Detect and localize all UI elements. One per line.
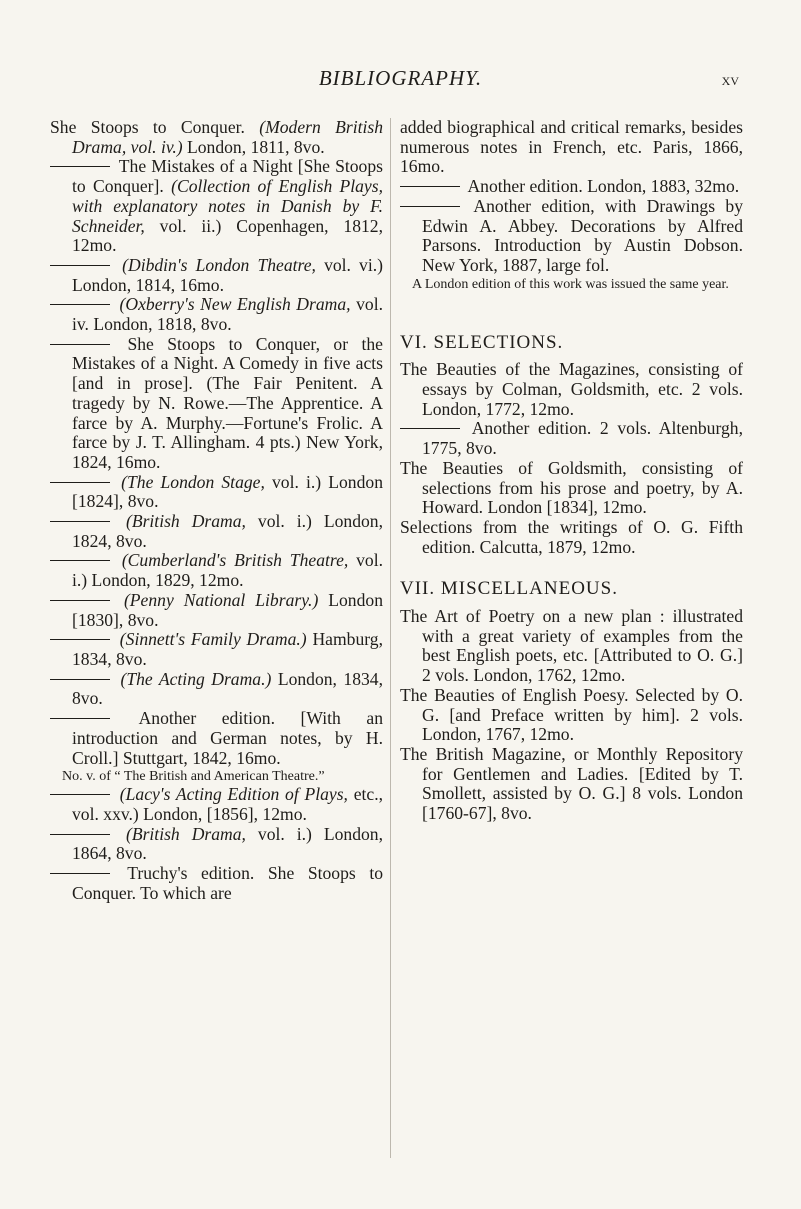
- section-heading-selections: VI. SELECTIONS.: [400, 331, 564, 353]
- ditto-dash: [50, 482, 110, 483]
- page-number: xv: [721, 70, 739, 89]
- ditto-dash: [400, 186, 460, 187]
- ditto-dash: [50, 166, 110, 167]
- left-column: [50, 118, 383, 903]
- page-header: [0, 66, 801, 96]
- bib-entry: Another edition. 2 vols. Altenburgh, 1775, 8vo.: [400, 419, 743, 458]
- bib-entry: Selections from the writings of O. G. Fifth edition. Calcutta, 1879, 12mo.: [400, 516, 743, 557]
- footnote: No. v. of “ The British and American Theatre.”: [62, 769, 325, 785]
- bib-entry: The Mistakes of a Night [She Stoops to Conquer]. (Collection of English Plays, with explanatory notes in Danish by F. Schneider, vol. ii.) Copenhagen, 1812, 12mo.: [50, 157, 383, 256]
- column-divider: [390, 118, 391, 1158]
- section-heading-miscellaneous: VII. MISCELLANEOUS.: [400, 578, 618, 600]
- ditto-dash: [50, 639, 110, 640]
- bib-entry: (British Drama, vol. i.) London, 1824, 8vo.: [50, 512, 383, 551]
- bib-entry: Another edition. London, 1883, 32mo.: [400, 177, 743, 197]
- ditto-dash: [50, 834, 110, 835]
- ditto-dash: [50, 344, 110, 345]
- bib-entry: (Oxberry's New English Drama, vol. iv. London, 1818, 8vo.: [50, 295, 383, 334]
- bib-entry: Another edition. [With an introduction and German notes, by H. Croll.] Stuttgart, 1842, 16mo.: [50, 709, 383, 768]
- bib-entry: (The Acting Drama.) London, 1834, 8vo.: [50, 670, 383, 709]
- bib-entry: (Cumberland's British Theatre, vol. i.) London, 1829, 12mo.: [50, 551, 383, 590]
- ditto-dash: [50, 521, 110, 522]
- bib-entry: (Dibdin's London Theatre, vol. vi.) London, 1814, 16mo.: [50, 256, 383, 295]
- bib-entry: (British Drama, vol. i.) London, 1864, 8vo.: [50, 825, 383, 864]
- bib-entry: The Beauties of Goldsmith, consisting of selections from his prose and poetry, by A. Howard. London [1834], 12mo.: [400, 457, 743, 518]
- bib-entry: The Beauties of the Magazines, consisting of essays by Colman, Goldsmith, etc. 2 vols. London, 1772, 12mo.: [400, 359, 743, 419]
- ditto-dash: [400, 428, 460, 429]
- running-title: BIBLIOGRAPHY.: [318, 66, 483, 90]
- ditto-dash: [50, 265, 110, 266]
- bib-entry: (Penny National Library.) London [1830], 8vo.: [50, 591, 383, 630]
- bib-entry: She Stoops to Conquer. (Modern British Drama, vol. iv.) London, 1811, 8vo.: [50, 117, 383, 157]
- bib-entry: The Art of Poetry on a new plan : illustrated with a great variety of examples from the best English poets, etc. [Attributed to O. G.] 2 vols. London, 1762, 12mo.: [400, 606, 743, 686]
- ditto-dash: [50, 560, 110, 561]
- ditto-dash: [50, 794, 110, 795]
- bib-entry: Another edition, with Drawings by Edwin A. Abbey. Decorations by Alfred Parsons. Introduction by Austin Dobson. New York, 1887, large fol.: [400, 197, 743, 276]
- bib-entry: Truchy's edition. She Stoops to Conquer. To which are: [50, 864, 383, 903]
- ditto-dash: [50, 718, 110, 719]
- ditto-dash: [50, 679, 110, 680]
- ditto-dash: [50, 600, 110, 601]
- bib-entry: The British Magazine, or Monthly Repository for Gentlemen and Ladies. [Edited by T. Smollett, assisted by O. G.] 8 vols. London [1760-67], 8vo.: [400, 743, 743, 824]
- footnote: A London edition of this work was issued the same year.: [412, 276, 729, 292]
- bib-entry: The Beauties of English Poesy. Selected by O. G. [and Preface written by him]. 2 vols. London, 1767, 12mo.: [400, 684, 743, 745]
- bib-entry: (Lacy's Acting Edition of Plays, etc., vol. xxv.) London, [1856], 12mo.: [50, 785, 383, 824]
- bib-entry: She Stoops to Conquer, or the Mistakes of a Night. A Comedy in five acts [and in prose]. (The Fair Penitent. A tragedy by N. Rowe.—The Apprentice. A farce by A. Murphy.—Fortune's Frolic. A farce by J. T. Allingham. 4 pts.) New York, 1824, 16mo.: [50, 335, 383, 473]
- ditto-dash: [50, 873, 110, 874]
- bib-entry-continued: added biographical and critical remarks, besides numerous notes in French, etc. Paris, 1866, 16mo.: [400, 117, 743, 177]
- bib-entry: (The London Stage, vol. i.) London [1824], 8vo.: [50, 473, 383, 512]
- ditto-dash: [400, 206, 460, 207]
- bib-entry: (Sinnett's Family Drama.) Hamburg, 1834, 8vo.: [50, 630, 383, 669]
- right-column: [400, 118, 743, 824]
- ditto-dash: [50, 304, 110, 305]
